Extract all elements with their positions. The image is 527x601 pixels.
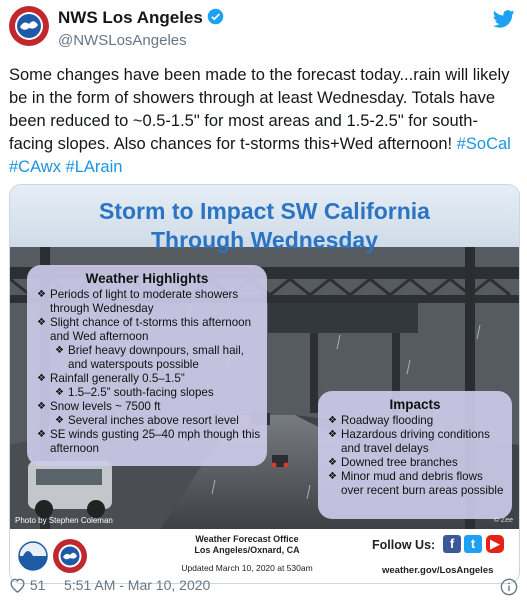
youtube-icon: ▶ (486, 535, 504, 553)
list-item: ❖ Snow levels ~ 7500 ft (37, 400, 261, 414)
office-name: Weather Forecast Office (195, 534, 299, 544)
weather-highlights-panel (27, 265, 267, 466)
list-item: ❖ Rainfall generally 0.5–1.5” (37, 372, 261, 386)
avatar[interactable] (7, 4, 51, 48)
impacts-list (318, 414, 512, 498)
website-url: weather.gov/LosAngeles (382, 565, 494, 576)
list-item: ❖ Brief heavy downpours, small hail, and waterspouts possible (55, 344, 261, 372)
hashtag-cawx[interactable]: #CAwx (9, 158, 61, 176)
nws-logo (52, 538, 88, 579)
twitter-bird-icon[interactable] (493, 10, 515, 33)
updated-timestamp: Updated March 10, 2020 at 530am (181, 563, 313, 573)
tweet-timestamp[interactable]: 5:51 AM - Mar 10, 2020 (64, 577, 211, 593)
photo-credit-watermark: © Zee (493, 517, 513, 524)
graphic-footer (10, 529, 519, 583)
list-item: ❖ SE winds gusting 25–40 mph though this afternoon (37, 428, 261, 456)
tweet-text: Some changes have been made to the forecast today...rain will likely be in the form of showers through at least Wednesday. Totals have been reduced to ~0.5-1.5" for most areas and 1.5-2.5" for south-facing slopes. Also chances for t-storms this+Wed afternoon! #SoCal #CAwx #LArain (9, 66, 511, 176)
like-count: 51 (29, 577, 46, 593)
verified-badge-icon (207, 8, 224, 30)
account-handle[interactable]: @NWSLosAngeles (58, 32, 187, 49)
list-item: ❖ Minor mud and debris flows over recent burn areas possible (328, 470, 506, 498)
follow-us-label: Follow Us: (372, 538, 436, 552)
office-location: Los Angeles/Oxnard, CA (194, 545, 300, 555)
hashtag-larain[interactable]: #LArain (65, 158, 123, 176)
list-item: ❖ Several inches above resort level (55, 414, 261, 428)
list-item: ❖ 1.5–2.5” south-facing slopes (55, 386, 261, 400)
heart-icon (9, 577, 26, 596)
photo-credit: Photo by Stephen Coleman (15, 516, 113, 525)
info-icon[interactable] (500, 578, 518, 601)
list-item: ❖ Slight chance of t-storms this afternoon and Wed afternoon (37, 316, 261, 344)
account-name[interactable]: NWS Los Angeles (58, 8, 224, 30)
list-item: ❖ Downed tree branches (328, 456, 506, 470)
tweet-media-image[interactable] (9, 184, 520, 584)
list-item: ❖ Roadway flooding (328, 414, 506, 428)
impacts-title: Impacts (389, 397, 441, 412)
graphic-title: Storm to Impact SW California Through Wednesday (99, 198, 430, 253)
list-item: ❖ Hazardous driving conditions and travel delays (328, 428, 506, 456)
hashtag-socal[interactable]: #SoCal (456, 135, 511, 153)
impacts-panel (318, 391, 512, 519)
list-item: ❖ Periods of light to moderate showers through Wednesday (37, 288, 261, 316)
weather-highlights-title: Weather Highlights (85, 271, 209, 286)
twitter-icon: t (464, 535, 482, 553)
facebook-icon: f (443, 535, 461, 553)
weather-highlights-list (27, 288, 267, 456)
noaa-logo (18, 541, 48, 576)
like-button[interactable] (9, 577, 45, 596)
